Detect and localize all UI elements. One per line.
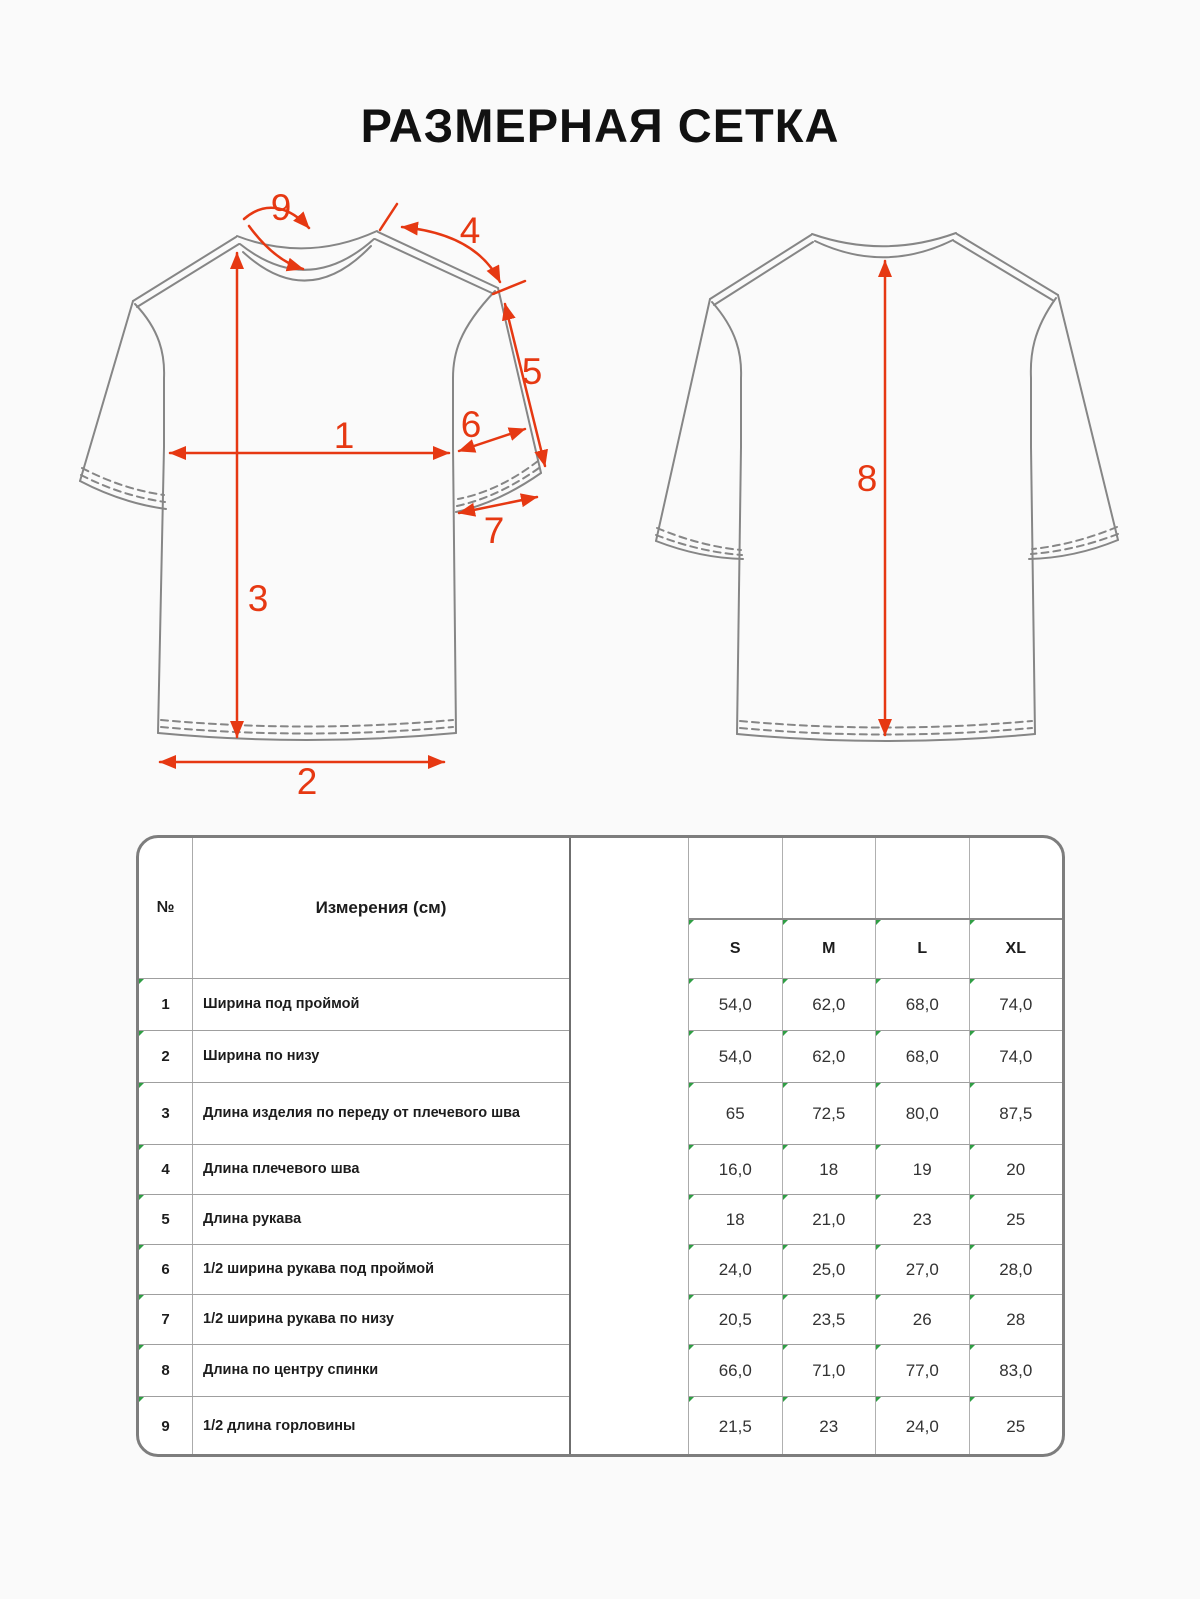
cell-corner-mark <box>689 1031 694 1036</box>
table-values-row <box>689 1194 1062 1244</box>
size-value-cell: 62,0 <box>782 979 876 1030</box>
cell-corner-mark <box>876 1083 881 1088</box>
size-value-cell: 71,0 <box>782 1345 876 1396</box>
size-value-cell: 21,5 <box>689 1397 782 1456</box>
size-value-cell: 77,0 <box>875 1345 969 1396</box>
size-value-cell: 20,5 <box>689 1295 782 1344</box>
cell-corner-mark <box>139 1195 144 1200</box>
table-values-row <box>689 1396 1062 1456</box>
cell-corner-mark <box>970 1083 975 1088</box>
table-sizes-section <box>688 838 1062 1454</box>
cell-corner-mark <box>139 1083 144 1088</box>
table-row <box>139 1194 569 1244</box>
cell-corner-mark <box>139 1397 144 1402</box>
measure-number-cell: 9 <box>139 1397 193 1456</box>
sizes-header-spacer <box>689 838 1062 918</box>
cell-corner-mark <box>970 1031 975 1036</box>
table-values-row <box>689 978 1062 1030</box>
cell-corner-mark <box>139 979 144 984</box>
size-value-cell: 23 <box>782 1397 876 1456</box>
cell-corner-mark <box>876 1397 881 1402</box>
cell-corner-mark <box>783 1145 788 1150</box>
dimension-label-1: 1 <box>333 415 355 456</box>
cell-corner-mark <box>783 979 788 984</box>
size-value-cell: 54,0 <box>689 979 782 1030</box>
size-value-cell: 83,0 <box>969 1345 1063 1396</box>
measure-number-cell: 1 <box>139 979 193 1030</box>
table-row <box>139 978 569 1030</box>
size-value-cell: 54,0 <box>689 1031 782 1082</box>
measure-number-cell: 8 <box>139 1345 193 1396</box>
cell-corner-mark <box>876 1345 881 1350</box>
size-value-cell: 25 <box>969 1195 1063 1244</box>
size-value-cell: 28,0 <box>969 1245 1063 1294</box>
size-value-cell: 27,0 <box>875 1245 969 1294</box>
dimension-label-5: 5 <box>521 351 543 392</box>
measure-column-header: Измерения (см) <box>315 898 447 917</box>
cell-corner-mark <box>876 1031 881 1036</box>
cell-corner-mark <box>783 1397 788 1402</box>
cell-corner-mark <box>970 1345 975 1350</box>
dimension-label-4: 4 <box>459 210 481 251</box>
size-value-cell: 19 <box>875 1145 969 1194</box>
cell-corner-mark <box>876 920 881 925</box>
cell-corner-mark <box>139 1145 144 1150</box>
cell-corner-mark <box>783 1245 788 1250</box>
measure-number-cell: 7 <box>139 1295 193 1344</box>
cell-corner-mark <box>689 1245 694 1250</box>
size-value-cell: 74,0 <box>969 1031 1063 1082</box>
table-left-section <box>139 838 571 1454</box>
cell-corner-mark <box>970 979 975 984</box>
measure-label-cell: Ширина под проймой <box>203 996 360 1013</box>
cell-corner-mark <box>689 920 694 925</box>
size-value-cell: 20 <box>969 1145 1063 1194</box>
cell-corner-mark <box>139 1345 144 1350</box>
cell-corner-mark <box>876 1295 881 1300</box>
size-value-cell: 25,0 <box>782 1245 876 1294</box>
measure-number-cell: 5 <box>139 1195 193 1244</box>
size-value-cell: 80,0 <box>875 1083 969 1144</box>
size-value-cell: 28 <box>969 1295 1063 1344</box>
size-value-cell: 24,0 <box>875 1397 969 1456</box>
cell-corner-mark <box>689 1295 694 1300</box>
size-value-cell: 62,0 <box>782 1031 876 1082</box>
table-values-row <box>689 1144 1062 1194</box>
dimension-label-9: 9 <box>270 187 292 228</box>
dimension-label-7: 7 <box>483 510 505 551</box>
table-values-row <box>689 1244 1062 1294</box>
table-values-row <box>689 1082 1062 1144</box>
size-value-cell: 68,0 <box>875 979 969 1030</box>
table-row <box>139 1344 569 1396</box>
size-value-cell: 26 <box>875 1295 969 1344</box>
size-value-cell: 65 <box>689 1083 782 1144</box>
size-value-cell: 72,5 <box>782 1083 876 1144</box>
cell-corner-mark <box>970 1397 975 1402</box>
cell-corner-mark <box>689 1195 694 1200</box>
dimension-labels <box>248 187 878 800</box>
cell-corner-mark <box>970 920 975 925</box>
cell-corner-mark <box>689 1083 694 1088</box>
measure-number-cell: 4 <box>139 1145 193 1194</box>
cell-corner-mark <box>783 1295 788 1300</box>
cell-corner-mark <box>783 1345 788 1350</box>
cell-corner-mark <box>783 920 788 925</box>
cell-corner-mark <box>139 1031 144 1036</box>
measure-label-cell: Длина рукава <box>203 1211 302 1228</box>
size-header-l: L <box>875 920 969 978</box>
measure-label-cell: 1/2 длина горловины <box>203 1418 356 1435</box>
cell-corner-mark <box>876 979 881 984</box>
size-header-m: M <box>782 920 876 978</box>
cell-corner-mark <box>970 1145 975 1150</box>
dimension-arrows <box>160 204 885 762</box>
size-value-cell: 24,0 <box>689 1245 782 1294</box>
cell-corner-mark <box>783 1031 788 1036</box>
size-value-cell: 68,0 <box>875 1031 969 1082</box>
cell-corner-mark <box>783 1195 788 1200</box>
cell-corner-mark <box>689 979 694 984</box>
table-row <box>139 1082 569 1144</box>
size-value-cell: 18 <box>689 1195 782 1244</box>
table-row <box>139 1294 569 1344</box>
table-values-row <box>689 1030 1062 1082</box>
table-row <box>139 1244 569 1294</box>
dimension-label-3: 3 <box>247 578 269 619</box>
cell-corner-mark <box>876 1195 881 1200</box>
measure-label-cell: Длина плечевого шва <box>203 1161 360 1178</box>
tshirt-back-drawing <box>656 233 1118 741</box>
measure-number-cell: 3 <box>139 1083 193 1144</box>
cell-corner-mark <box>689 1145 694 1150</box>
cell-corner-mark <box>689 1345 694 1350</box>
dimension-label-6: 6 <box>460 404 482 445</box>
size-value-cell: 25 <box>969 1397 1063 1456</box>
sizes-header-row <box>689 918 1062 978</box>
cell-corner-mark <box>970 1295 975 1300</box>
number-column-header: № <box>139 838 193 978</box>
cell-corner-mark <box>139 1295 144 1300</box>
size-value-cell: 23 <box>875 1195 969 1244</box>
cell-corner-mark <box>783 1083 788 1088</box>
table-values-row <box>689 1344 1062 1396</box>
cell-corner-mark <box>139 1245 144 1250</box>
size-value-cell: 21,0 <box>782 1195 876 1244</box>
size-value-cell: 87,5 <box>969 1083 1063 1144</box>
size-value-cell: 66,0 <box>689 1345 782 1396</box>
cell-corner-mark <box>876 1145 881 1150</box>
table-row <box>139 1396 569 1456</box>
measure-label-cell: Ширина по низу <box>203 1048 320 1065</box>
cell-corner-mark <box>970 1245 975 1250</box>
size-value-cell: 18 <box>782 1145 876 1194</box>
size-header-xl: XL <box>969 920 1063 978</box>
measure-label-cell: 1/2 ширина рукава под проймой <box>203 1261 435 1278</box>
table-row <box>139 1030 569 1082</box>
size-value-cell: 74,0 <box>969 979 1063 1030</box>
size-value-cell: 23,5 <box>782 1295 876 1344</box>
measure-label-cell: 1/2 ширина рукава по низу <box>203 1311 394 1328</box>
tick-neck-point <box>380 204 397 230</box>
page-title: РАЗМЕРНАЯ СЕТКА <box>360 99 840 152</box>
size-value-cell: 16,0 <box>689 1145 782 1194</box>
dimension-label-8: 8 <box>856 458 878 499</box>
cell-corner-mark <box>689 1397 694 1402</box>
measure-number-cell: 6 <box>139 1245 193 1294</box>
cell-corner-mark <box>876 1245 881 1250</box>
table-row <box>139 1144 569 1194</box>
table-values-row <box>689 1294 1062 1344</box>
size-table <box>136 835 1065 1457</box>
measure-label-cell: Длина по центру спинки <box>203 1362 379 1379</box>
size-header-s: S <box>689 920 782 978</box>
tshirt-front-drawing <box>80 231 541 740</box>
measure-number-cell: 2 <box>139 1031 193 1082</box>
dimension-label-2: 2 <box>296 761 318 800</box>
cell-corner-mark <box>970 1195 975 1200</box>
table-header-row <box>139 838 569 978</box>
measure-label-cell: Длина изделия по переду от плечевого шва <box>203 1105 520 1122</box>
